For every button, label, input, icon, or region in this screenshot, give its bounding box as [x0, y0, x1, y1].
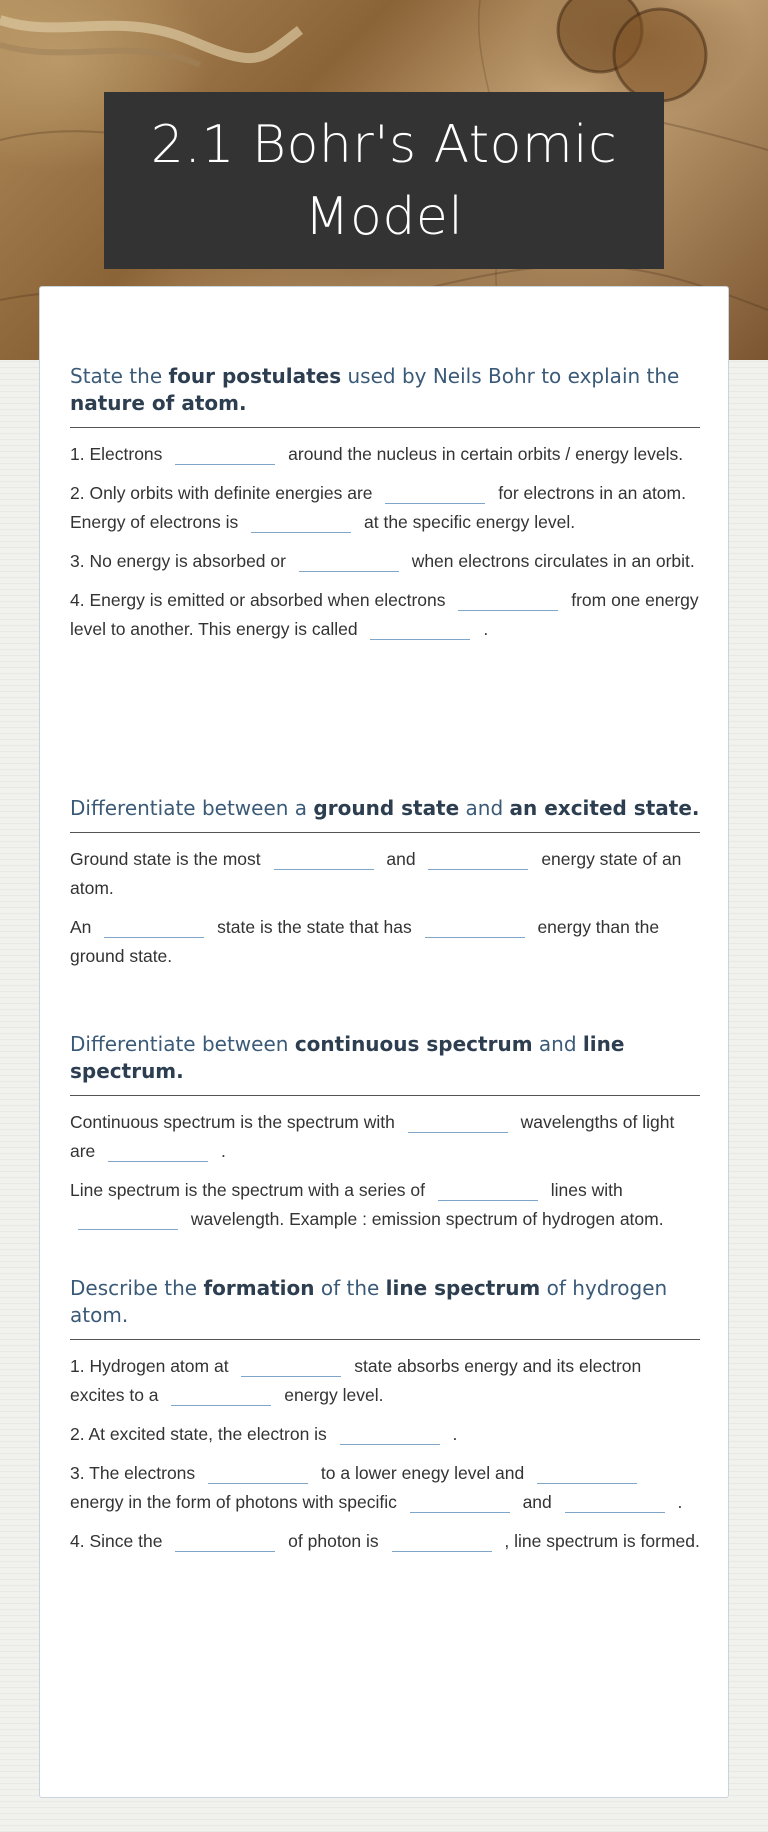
statement-text: energy level. — [279, 1385, 384, 1405]
fill-in-blank[interactable] — [565, 1494, 665, 1513]
question-title — [70, 1275, 700, 1340]
section-spectra — [70, 1031, 700, 1244]
title-keyword: an excited state. — [509, 796, 700, 820]
statement-text: for electrons in an atom. Energy of electrons is — [70, 483, 686, 532]
fill-in-blank[interactable] — [274, 851, 374, 870]
statement-text: energy state of an atom. — [70, 849, 682, 898]
title-keyword: ground state — [313, 796, 460, 820]
statement-text: Ground state is the most — [70, 849, 266, 869]
fill-in-blank[interactable] — [175, 1533, 275, 1552]
fill-in-blank[interactable] — [428, 851, 528, 870]
statement-text: . — [478, 619, 489, 639]
statement-text: 2. Only orbits with definite energies are — [70, 483, 378, 503]
fill-in-blank[interactable] — [425, 919, 525, 938]
statement-text: when electrons circulates in an orbit. — [406, 551, 695, 571]
statement-text: at the specific energy level. — [359, 512, 576, 532]
statement-text: energy in the form of photons with specific — [70, 1492, 402, 1512]
statement-text: around the nucleus in certain orbits / energy levels. — [283, 444, 684, 464]
statement-line — [70, 1459, 700, 1517]
fill-in-blank[interactable] — [537, 1465, 637, 1484]
title-keyword: continuous spectrum — [294, 1032, 533, 1056]
fill-in-blank[interactable] — [392, 1533, 492, 1552]
fill-in-blank[interactable] — [458, 592, 558, 611]
title-keyword: four postulates — [168, 364, 342, 388]
statement-text: state absorbs energy and its electron excites to a — [70, 1356, 642, 1405]
statement-text: energy than the ground state. — [70, 917, 660, 966]
statement-text: and — [517, 1492, 557, 1512]
fill-in-blank[interactable] — [370, 621, 470, 640]
statement-line — [70, 440, 700, 469]
statement-line — [70, 479, 700, 537]
statement-text: of photon is — [283, 1531, 384, 1551]
statement-text: 4. Since the — [70, 1531, 168, 1551]
statement-text: 3. No energy is absorbed or — [70, 551, 291, 571]
statement-line — [70, 1176, 700, 1234]
statement-text: Continuous spectrum is the spectrum with — [70, 1112, 400, 1132]
fill-in-blank[interactable] — [299, 553, 399, 572]
statement-text: wavelength. Example : emission spectrum of hydrogen atom. — [186, 1209, 664, 1229]
statement-line — [70, 547, 700, 576]
title-keyword: line spectrum — [385, 1276, 541, 1300]
fill-in-blank[interactable] — [175, 446, 275, 465]
section-postulates — [70, 363, 700, 654]
statement-line — [70, 845, 700, 903]
title-text: and — [532, 1032, 583, 1056]
title-text: of hydrogen atom. — [70, 1276, 668, 1327]
statement-text: An — [70, 917, 97, 937]
statement-line — [70, 1420, 700, 1449]
statement-text: . — [447, 1424, 458, 1444]
statement-text: 1. Electrons — [70, 444, 168, 464]
statement-text: wavelengths of light are — [70, 1112, 675, 1161]
section-ground-excited — [70, 795, 700, 981]
fill-in-blank[interactable] — [208, 1465, 308, 1484]
title-keyword: formation — [203, 1276, 315, 1300]
title-box — [104, 92, 664, 269]
question-title — [70, 363, 700, 428]
fill-in-blank[interactable] — [78, 1211, 178, 1230]
fill-in-blank[interactable] — [385, 485, 485, 504]
question-title — [70, 795, 700, 833]
title-text: Differentiate between a — [70, 796, 314, 820]
page-title: 2.1 Bohr's Atomic Model — [150, 114, 618, 247]
title-text: and — [459, 796, 510, 820]
statement-text: . — [672, 1492, 683, 1512]
title-text: used by Neils Bohr to explain the — [341, 364, 680, 388]
statement-text: 2. At excited state, the electron is — [70, 1424, 332, 1444]
statement-line — [70, 1108, 700, 1166]
fill-in-blank[interactable] — [241, 1358, 341, 1377]
statement-text: to a lower enegy level and — [316, 1463, 530, 1483]
statement-text: lines with — [545, 1180, 623, 1200]
fill-in-blank[interactable] — [171, 1387, 271, 1406]
title-text: Differentiate between — [70, 1032, 295, 1056]
worksheet-card — [39, 286, 729, 1798]
fill-in-blank[interactable] — [438, 1182, 538, 1201]
title-keyword: line spectrum. — [70, 1032, 625, 1083]
statement-text: 1. Hydrogen atom at — [70, 1356, 234, 1376]
title-keyword: nature of atom. — [70, 391, 247, 415]
fill-in-blank[interactable] — [108, 1143, 208, 1162]
statement-text: state is the state that has — [212, 917, 417, 937]
fill-in-blank[interactable] — [408, 1114, 508, 1133]
title-text: Describe the — [70, 1276, 204, 1300]
statement-line — [70, 586, 700, 644]
statement-text: 4. Energy is emitted or absorbed when electrons — [70, 590, 451, 610]
title-text: State the — [70, 364, 169, 388]
statement-text: , line spectrum is formed. — [499, 1531, 700, 1551]
question-title — [70, 1031, 700, 1096]
title-text: of the — [314, 1276, 386, 1300]
statement-text: 3. The electrons — [70, 1463, 201, 1483]
statement-line — [70, 1527, 700, 1556]
statement-text: Line spectrum is the spectrum with a series of — [70, 1180, 430, 1200]
statement-text: and — [381, 849, 421, 869]
fill-in-blank[interactable] — [251, 514, 351, 533]
fill-in-blank[interactable] — [340, 1426, 440, 1445]
statement-line — [70, 1352, 700, 1410]
section-line-formation — [70, 1275, 700, 1566]
fill-in-blank[interactable] — [410, 1494, 510, 1513]
statement-text: . — [216, 1141, 226, 1161]
fill-in-blank[interactable] — [104, 919, 204, 938]
statement-text: from one energy level to another. This energy is called — [70, 590, 699, 639]
statement-line — [70, 913, 700, 971]
